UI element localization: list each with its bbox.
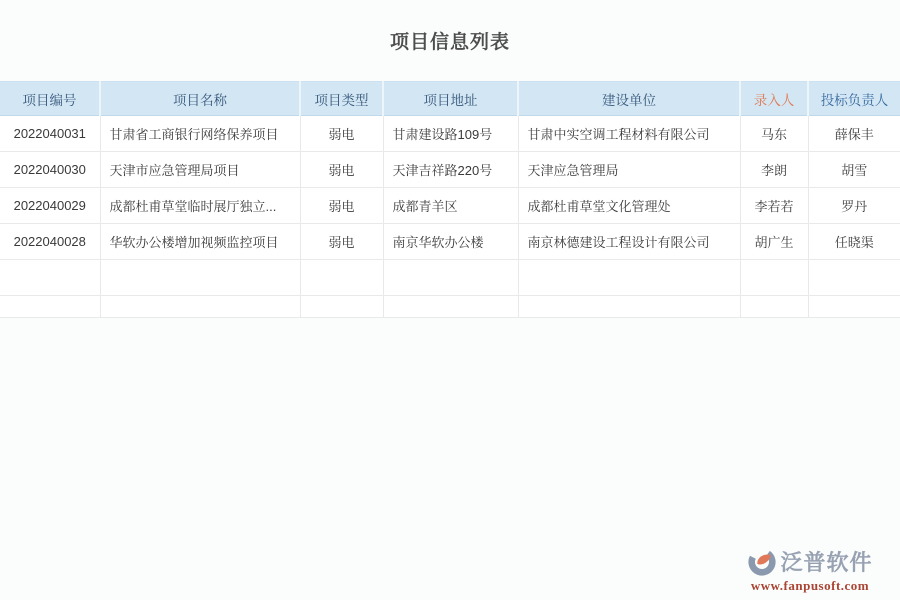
empty-row — [0, 296, 900, 318]
fanpu-logo-url[interactable]: www.fanpusoft.com — [750, 578, 870, 593]
cell-build-unit: 成都杜甫草堂文化管理处 — [518, 188, 740, 224]
recorder-link[interactable]: 李朗 — [740, 152, 808, 188]
cell-project-address: 南京华软办公楼 — [383, 224, 518, 260]
empty-cell — [383, 296, 518, 318]
column-header-type: 项目类型 — [300, 82, 383, 116]
cell-project-address: 甘肃建设路109号 — [383, 116, 518, 152]
column-header-name: 项目名称 — [100, 82, 300, 116]
column-header-recorder: 录入人 — [740, 82, 808, 116]
cell-project-name: 甘肃省工商银行网络保养项目 — [100, 116, 300, 152]
cell-build-unit: 南京林德建设工程设计有限公司 — [518, 224, 740, 260]
table-row[interactable] — [0, 188, 900, 224]
page-title: 项目信息列表 — [389, 32, 510, 53]
empty-cell — [300, 296, 383, 318]
bidder-link[interactable]: 罗丹 — [808, 188, 900, 224]
cell-project-code: 2022040030 — [0, 152, 100, 188]
empty-cell — [0, 296, 100, 318]
bidder-link[interactable]: 薛保丰 — [808, 116, 900, 152]
projects-table — [0, 81, 900, 318]
column-header-unit: 建设单位 — [518, 82, 740, 116]
empty-cell — [383, 260, 518, 296]
cell-project-name: 成都杜甫草堂临时展厅独立... — [100, 188, 300, 224]
bidder-link[interactable]: 任晓渠 — [808, 224, 900, 260]
cell-project-name: 天津市应急管理局项目 — [100, 152, 300, 188]
empty-cell — [100, 260, 300, 296]
empty-cell — [100, 296, 300, 318]
cell-build-unit: 甘肃中实空调工程材料有限公司 — [518, 116, 740, 152]
table-header-row — [0, 82, 900, 116]
cell-project-type: 弱电 — [300, 116, 383, 152]
cell-build-unit: 天津应急管理局 — [518, 152, 740, 188]
cell-project-address: 天津吉祥路220号 — [383, 152, 518, 188]
table-row[interactable] — [0, 224, 900, 260]
recorder-link[interactable]: 胡广生 — [740, 224, 808, 260]
empty-cell — [0, 260, 100, 296]
recorder-link[interactable]: 李若若 — [740, 188, 808, 224]
column-header-address: 项目地址 — [383, 82, 518, 116]
recorder-link[interactable]: 马东 — [740, 116, 808, 152]
empty-cell — [808, 260, 900, 296]
table-row[interactable] — [0, 152, 900, 188]
empty-cell — [740, 296, 808, 318]
fanpu-logo-text: 泛普软件 — [780, 550, 873, 575]
cell-project-type: 弱电 — [300, 188, 383, 224]
empty-row — [0, 260, 900, 296]
cell-project-code: 2022040028 — [0, 224, 100, 260]
cell-project-type: 弱电 — [300, 224, 383, 260]
empty-cell — [300, 260, 383, 296]
column-header-code: 项目编号 — [0, 82, 100, 116]
cell-project-address: 成都青羊区 — [383, 188, 518, 224]
cell-project-code: 2022040031 — [0, 116, 100, 152]
fanpu-logo-icon — [747, 547, 777, 577]
empty-cell — [740, 260, 808, 296]
empty-cell — [518, 296, 740, 318]
bidder-link[interactable]: 胡雪 — [808, 152, 900, 188]
cell-project-type: 弱电 — [300, 152, 383, 188]
cell-project-name: 华软办公楼增加视频监控项目 — [100, 224, 300, 260]
column-header-bidder: 投标负责人 — [808, 82, 900, 116]
cell-project-code: 2022040029 — [0, 188, 100, 224]
fanpu-logo[interactable] — [725, 546, 895, 594]
empty-cell — [518, 260, 740, 296]
empty-cell — [808, 296, 900, 318]
table-row[interactable] — [0, 116, 900, 152]
